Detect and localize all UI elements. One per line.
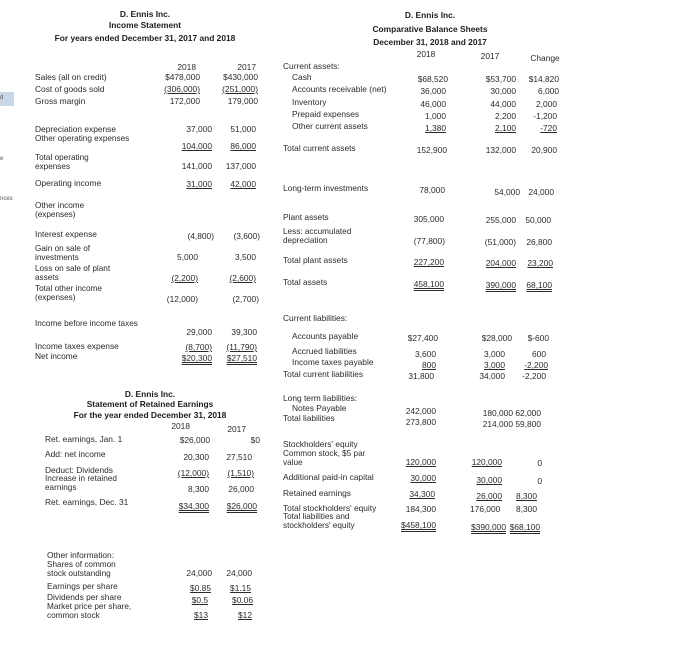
bs-2017-total-plant: 204,000 — [485, 258, 516, 268]
bs-2018-taxes-payable: 800 — [422, 360, 436, 370]
bs-2017-plant-assets: 255,000 — [485, 215, 516, 225]
bs-change-total-current-assets: 20,900 — [531, 145, 557, 155]
income-2017-depreciation: 51,000 — [230, 124, 256, 134]
bs-2018-ar: 36,000 — [420, 86, 446, 96]
income-label-depreciation: Depreciation expense — [35, 124, 117, 134]
bs-title: Comparative Balance Sheets — [372, 24, 488, 34]
bs-2018-total-equity: 184,300 — [405, 504, 436, 514]
bs-2018-total-assets: 458,100 — [413, 279, 444, 289]
income-2018-depreciation: 37,000 — [186, 124, 212, 134]
income-label-gain-investments: Gain on sale of investments — [35, 244, 91, 263]
bs-label-ar: Accounts receivable (net) — [292, 84, 387, 94]
bs-2018-notes-payable: 242,000 — [405, 406, 436, 416]
bs-2018-inventory: 46,000 — [420, 99, 446, 109]
income-label-cogs: Cost of goods sold — [35, 84, 105, 94]
re-year-2017: 2017 — [227, 424, 246, 434]
bs-2018-other-current: 1,380 — [425, 123, 446, 133]
income-2018-tax: (8,700) — [185, 342, 212, 352]
bs-change-total-plant: 23,200 — [527, 258, 553, 268]
income-label-total-opex: Total operating expenses — [35, 153, 89, 172]
income-label-tax: Income taxes expense — [35, 341, 119, 351]
bs-2017-retained-earnings: 26,000 — [476, 491, 502, 501]
bs-2017-accum-dep: (51,000) — [484, 237, 516, 247]
bs-label-total-assets: Total assets — [283, 277, 328, 287]
re-2018-increase: 8,300 — [188, 484, 209, 494]
income-title: Income Statement — [108, 20, 182, 30]
other-2017-eps: $1.15 — [230, 583, 251, 593]
other-info-title: Other information: — [47, 550, 115, 560]
bs-2017-other-current: 2,100 — [495, 123, 516, 133]
re-year-2018: 2018 — [171, 421, 190, 431]
bs-2018-prepaid: 1,000 — [425, 111, 446, 121]
bs-2018-apic: 30,000 — [410, 473, 436, 483]
bs-change-retained-earnings: 8,300 — [516, 491, 537, 501]
other-2017-dps: $0.06 — [232, 595, 253, 605]
bs-change-total-liabilities: 59,800 — [515, 419, 541, 429]
bs-2017-total-liabilities: 214,000 — [482, 419, 513, 429]
bs-label-inventory: Inventory — [292, 97, 327, 107]
income-2017-total-other: (2,700) — [232, 294, 259, 304]
income-2018-loss-plant: (2,200) — [171, 273, 198, 283]
bs-change-total-assets: 68,100 — [526, 280, 552, 290]
income-2017-pretax: 39,300 — [231, 327, 257, 337]
other-2017-market-price: $12 — [238, 610, 252, 620]
income-2018-total-opex: 141,000 — [181, 161, 212, 171]
re-title: Statement of Retained Earnings — [86, 399, 214, 409]
bs-change-notes-payable: 62,000 — [515, 408, 541, 418]
bs-2017-total-current-liab: 34,000 — [479, 371, 505, 381]
income-label-other-opex: Other operating expenses — [35, 134, 130, 143]
bs-change-plant-assets: 50,000 — [525, 215, 551, 225]
re-label-dividends: Deduct: Dividends — [45, 465, 113, 475]
income-2017-net-income: $27,510 — [226, 353, 257, 363]
bs-change-total-current-liab: -2,200 — [522, 371, 546, 381]
bs-2018-total-liab-equity: $458,100 — [401, 520, 436, 530]
left-edge-mark-2: e — [0, 156, 4, 162]
bs-label-prepaid: Prepaid expenses — [292, 109, 360, 119]
bs-col-2017: 2017 — [480, 51, 500, 61]
other-2018-shares: 24,000 — [186, 568, 212, 578]
bs-long-term-header: Long term liabilities: — [283, 393, 358, 403]
income-2018-gross-margin: 172,000 — [169, 96, 200, 106]
bs-2018-retained-earnings: 34,300 — [409, 489, 435, 499]
bs-label-total-liab-equity: Total liabilities and stockholders' equity — [283, 512, 355, 531]
other-2017-shares: 24,000 — [226, 568, 252, 578]
re-2017-net-income: 27,510 — [226, 452, 252, 462]
bs-label-other-current: Other current assets — [292, 121, 368, 131]
other-2018-dps: $0.5 — [191, 595, 208, 605]
bs-change-apic: 0 — [537, 476, 542, 486]
re-label-increase: Increase in retained earnings — [45, 474, 117, 493]
re-label-jan1: Ret. earnings, Jan. 1 — [45, 434, 123, 444]
bs-label-total-current-assets: Total current assets — [283, 143, 356, 153]
bs-2017-total-assets: 390,000 — [485, 280, 516, 290]
bs-label-plant-assets: Plant assets — [283, 212, 329, 222]
other-label-eps: Earnings per share — [47, 581, 118, 591]
bs-company-name: D. Ennis Inc. — [404, 10, 456, 20]
income-2017-cogs: (251,000) — [222, 84, 258, 94]
bs-equity-header: Stockholders' equity — [283, 439, 358, 449]
bs-change-accum-dep: 26,800 — [526, 237, 552, 247]
income-2017-gain-investments: 3,500 — [235, 252, 256, 262]
bs-col-2018: 2018 — [416, 49, 436, 59]
bs-label-accrued: Accrued liabilities — [292, 346, 357, 356]
income-label-total-other: Total other income (expenses) — [35, 284, 102, 303]
income-2018-operating-income: 31,000 — [186, 179, 212, 189]
bs-label-common-stock: Common stock, $5 par value — [283, 449, 366, 468]
income-2018-pretax: 29,000 — [186, 327, 212, 337]
bs-change-total-equity: 8,300 — [516, 504, 537, 514]
bs-label-cash: Cash — [292, 72, 312, 82]
income-label-operating-income: Operating income — [35, 178, 102, 188]
left-edge-mark-3: nces — [0, 196, 13, 202]
bs-2018-common-stock: 120,000 — [405, 457, 436, 467]
bs-current-liabilities-header: Current liabilities: — [283, 313, 348, 323]
other-label-shares: Shares of common stock outstanding — [47, 560, 116, 579]
bs-2018-accum-dep: (77,800) — [413, 236, 445, 246]
bs-2017-accrued: 3,000 — [484, 349, 505, 359]
bs-label-ap: Accounts payable — [292, 331, 359, 341]
re-2017-dec31: $26,000 — [226, 501, 257, 511]
bs-change-accrued: 600 — [532, 349, 546, 359]
bs-2017-ar: 30,000 — [490, 86, 516, 96]
bs-change-ar: 6,000 — [538, 86, 559, 96]
other-label-dps: Dividends per share — [47, 592, 122, 602]
income-2018-other-opex: 104,000 — [181, 141, 212, 151]
bs-2017-inventory: 44,000 — [490, 99, 516, 109]
bs-change-prepaid: -1,200 — [533, 111, 557, 121]
other-2018-market-price: $13 — [194, 610, 208, 620]
bs-2017-prepaid: 2,200 — [495, 111, 516, 121]
re-2018-net-income: 20,300 — [183, 452, 209, 462]
bs-2017-notes-payable: 180,000 — [482, 408, 513, 418]
income-label-loss-plant: Loss on sale of plant assets — [35, 264, 111, 283]
bs-2018-ap: $27,400 — [407, 333, 438, 343]
income-2018-interest: (4,800) — [187, 231, 214, 241]
re-2017-dividends: (1,510) — [227, 468, 254, 478]
bs-label-lt-investments: Long-term investments — [283, 183, 369, 193]
bs-label-retained-earnings: Retained earnings — [283, 488, 351, 498]
income-2018-cogs: (306,000) — [164, 84, 200, 94]
income-2017-other-opex: 86,000 — [230, 141, 256, 151]
bs-change-common-stock: 0 — [537, 458, 542, 468]
income-label-net-income: Net income — [35, 351, 78, 361]
re-company-name: D. Ennis Inc. — [124, 389, 176, 399]
bs-2018-total-current-liab: 31,800 — [408, 371, 434, 381]
income-2017-operating-income: 42,000 — [230, 179, 256, 189]
income-label-gross-margin: Gross margin — [35, 96, 86, 106]
bs-2017-ap: $28,000 — [481, 333, 512, 343]
bs-col-change: Change — [530, 53, 560, 63]
other-label-market-price: Market price per share, common stock — [47, 602, 132, 621]
bs-label-total-plant: Total plant assets — [283, 255, 348, 265]
bs-2018-total-current-assets: 152,900 — [416, 145, 447, 155]
income-2018-sales: $478,000 — [165, 72, 200, 82]
bs-2018-cash: $68,520 — [417, 74, 448, 84]
income-label-pretax: Income before income taxes — [35, 319, 138, 328]
bs-2017-total-current-assets: 132,000 — [485, 145, 516, 155]
re-2017-jan1: $0 — [250, 435, 260, 445]
bs-2018-total-plant: 227,200 — [413, 257, 444, 267]
bs-change-total-liab-equity: $68,100 — [509, 522, 540, 532]
bs-change-lt-investments: 24,000 — [528, 187, 554, 197]
income-company-name: D. Ennis Inc. — [119, 9, 171, 19]
bs-label-total-current-liab: Total current liabilities — [283, 369, 364, 379]
bs-change-ap: $-600 — [527, 333, 549, 343]
income-year-2018: 2018 — [177, 62, 196, 72]
bs-label-notes-payable: Notes Payable — [292, 403, 347, 413]
income-label-sales: Sales (all on credit) — [35, 72, 107, 82]
bs-2017-lt-investments: 54,000 — [494, 187, 520, 197]
re-label-dec31: Ret. earnings, Dec. 31 — [45, 497, 129, 507]
bs-change-cash: $14,820 — [528, 74, 559, 84]
re-period: For the year ended December 31, 2018 — [73, 410, 227, 420]
income-label-other-income: Other income (expenses) — [35, 201, 85, 220]
bs-change-taxes-payable: -2,200 — [524, 360, 548, 370]
income-2018-net-income: $20,300 — [181, 353, 212, 363]
bs-2017-taxes-payable: 3,000 — [484, 360, 505, 370]
bs-2017-total-liab-equity: $390,000 — [471, 522, 506, 532]
bs-2017-common-stock: 120,000 — [471, 457, 502, 467]
bs-2018-lt-investments: 78,000 — [419, 185, 445, 195]
bs-2017-cash: $53,700 — [485, 74, 516, 84]
bs-label-apic: Additional paid-in capital — [283, 472, 374, 482]
income-2017-gross-margin: 179,000 — [227, 96, 258, 106]
income-period: For years ended December 31, 2017 and 2018 — [54, 33, 236, 43]
bs-label-accum-dep: Less: accumulated depreciation — [283, 227, 352, 246]
bs-2017-apic: 30,000 — [476, 475, 502, 485]
re-2018-dividends: (12,000) — [177, 468, 209, 478]
income-2017-interest: (3,600) — [233, 231, 260, 241]
bs-label-total-equity: Total stockholders' equity — [283, 503, 377, 513]
income-2017-tax: (11,790) — [226, 342, 257, 352]
re-2017-increase: 26,000 — [228, 484, 254, 494]
other-2018-eps: $0.85 — [190, 583, 211, 593]
bs-2018-accrued: 3,600 — [415, 349, 436, 359]
income-2017-total-opex: 137,000 — [225, 161, 256, 171]
income-2018-gain-investments: 5,000 — [177, 252, 198, 262]
bs-change-inventory: 2,000 — [536, 99, 557, 109]
income-year-2017: 2017 — [237, 62, 256, 72]
bs-current-assets-header: Current assets: — [283, 61, 340, 71]
bs-change-other-current: -720 — [540, 123, 557, 133]
bs-2018-total-liabilities: 273,800 — [405, 417, 436, 427]
bs-2017-total-equity: 176,000 — [470, 504, 501, 514]
income-2017-loss-plant: (2,600) — [229, 273, 256, 283]
re-2018-jan1: $26,000 — [179, 435, 210, 445]
bs-period: December 31, 2018 and 2017 — [373, 37, 487, 47]
re-label-net-income: Add: net income — [45, 449, 106, 459]
income-2017-sales: $430,000 — [223, 72, 258, 82]
income-label-interest: Interest expense — [35, 229, 97, 239]
bs-label-taxes-payable: Income taxes payable — [292, 357, 374, 367]
income-2018-total-other: (12,000) — [166, 294, 198, 304]
bs-2018-plant-assets: 305,000 — [413, 214, 444, 224]
re-2018-dec31: $34,300 — [178, 501, 209, 511]
left-edge-mark-1: d — [0, 95, 4, 101]
bs-label-total-liabilities: Total liabilities — [283, 413, 335, 423]
